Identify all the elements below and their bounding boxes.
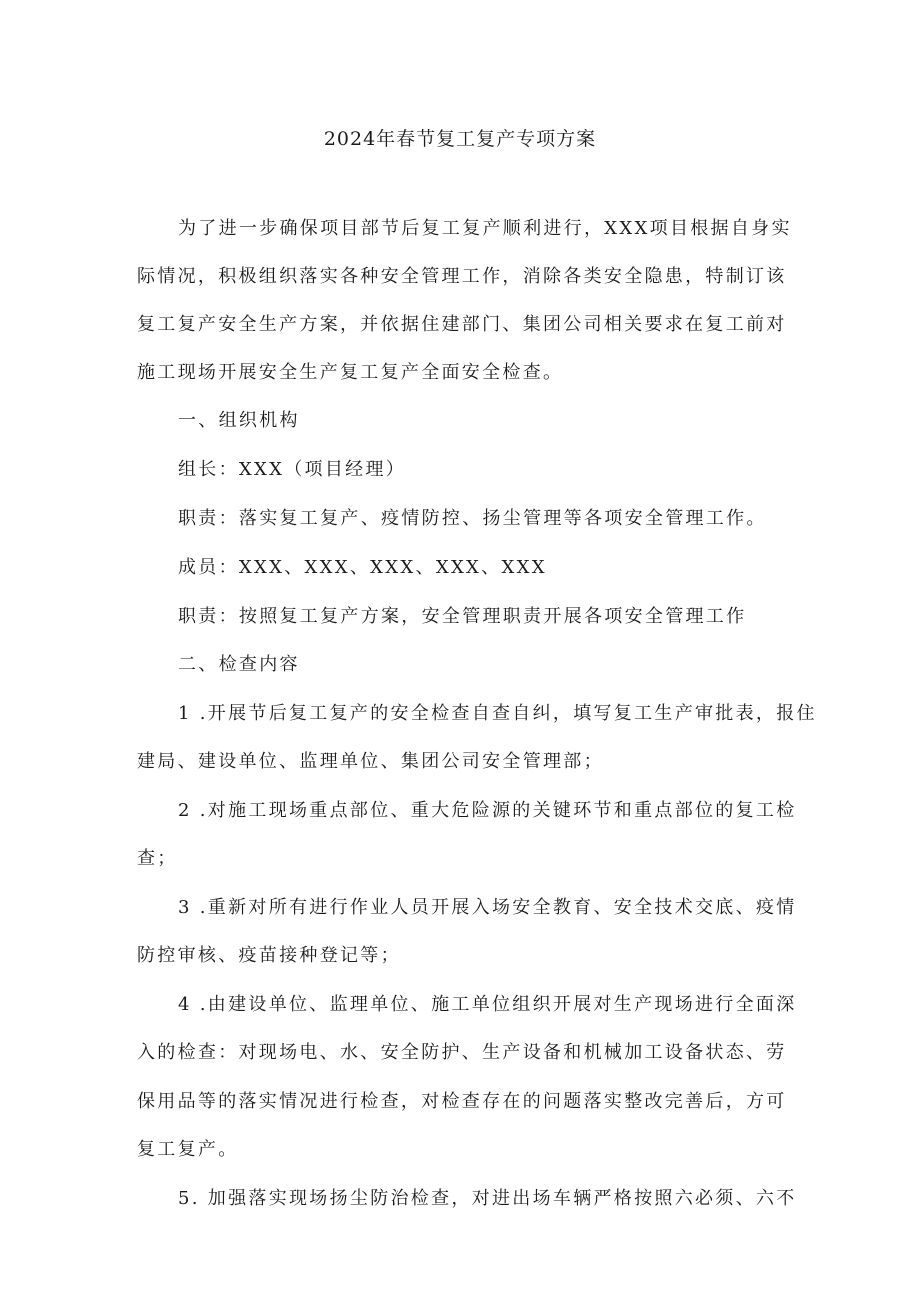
check-item-3-line-2: 防控审核、疫苗接种登记等；: [137, 945, 401, 966]
leader-duty-line: 职责：落实复工复产、疫情防控、扬尘管理等各项安全管理工作。: [178, 508, 767, 529]
check-item-4-line-2: 入的检查：对现场电、水、安全防护、生产设备和机械加工设备状态、劳: [137, 1042, 787, 1063]
check-item-2-line-1: 2 .对施工现场重点部位、重大危险源的关键环节和重点部位的复工检: [178, 800, 797, 821]
intro-line-3: 复工复产安全生产方案，并依据住建部门、集团公司相关要求在复工前对: [137, 314, 787, 335]
check-item-4-line-1: 4 .由建设单位、监理单位、施工单位组织开展对生产现场进行全面深: [178, 994, 797, 1015]
members-duty-line: 职责：按照复工复产方案，安全管理职责开展各项安全管理工作: [178, 606, 747, 627]
page-title: 2024年春节复工复产专项方案: [323, 128, 597, 150]
members-line: 成员：XXX、XXX、XXX、XXX、XXX: [178, 557, 547, 578]
intro-line-1: 为了进一步确保项目部节后复工复产顺利进行，XXX项目根据自身实: [178, 218, 792, 239]
check-item-1-line-2: 建局、建设单位、监理单位、集团公司安全管理部；: [137, 751, 604, 772]
check-item-2-line-2: 查；: [137, 848, 178, 869]
check-item-4-line-4: 复工复产。: [137, 1139, 239, 1160]
section-2-heading: 二、检查内容: [178, 654, 300, 675]
leader-line: 组长：XXX（项目经理）: [178, 459, 407, 480]
check-item-3-line-1: 3 .重新对所有进行作业人员开展入场安全教育、安全技术交底、疫情: [178, 897, 797, 918]
intro-line-2: 际情况，积极组织落实各种安全管理工作，消除各类安全隐患，特制订该: [137, 266, 787, 287]
check-item-1-line-1: 1 .开展节后复工复产的安全检查自查自纠，填写复工生产审批表，报住: [178, 703, 817, 724]
check-item-5-line-1: 5. 加强落实现场扬尘防治检查，对进出场车辆严格按照六必须、六不: [178, 1188, 797, 1209]
intro-line-4: 施工现场开展安全生产复工复产全面安全检查。: [137, 362, 564, 383]
check-item-4-line-3: 保用品等的落实情况进行检查，对检查存在的问题落实整改完善后，方可: [137, 1091, 787, 1112]
section-1-heading: 一、组织机构: [178, 410, 300, 431]
